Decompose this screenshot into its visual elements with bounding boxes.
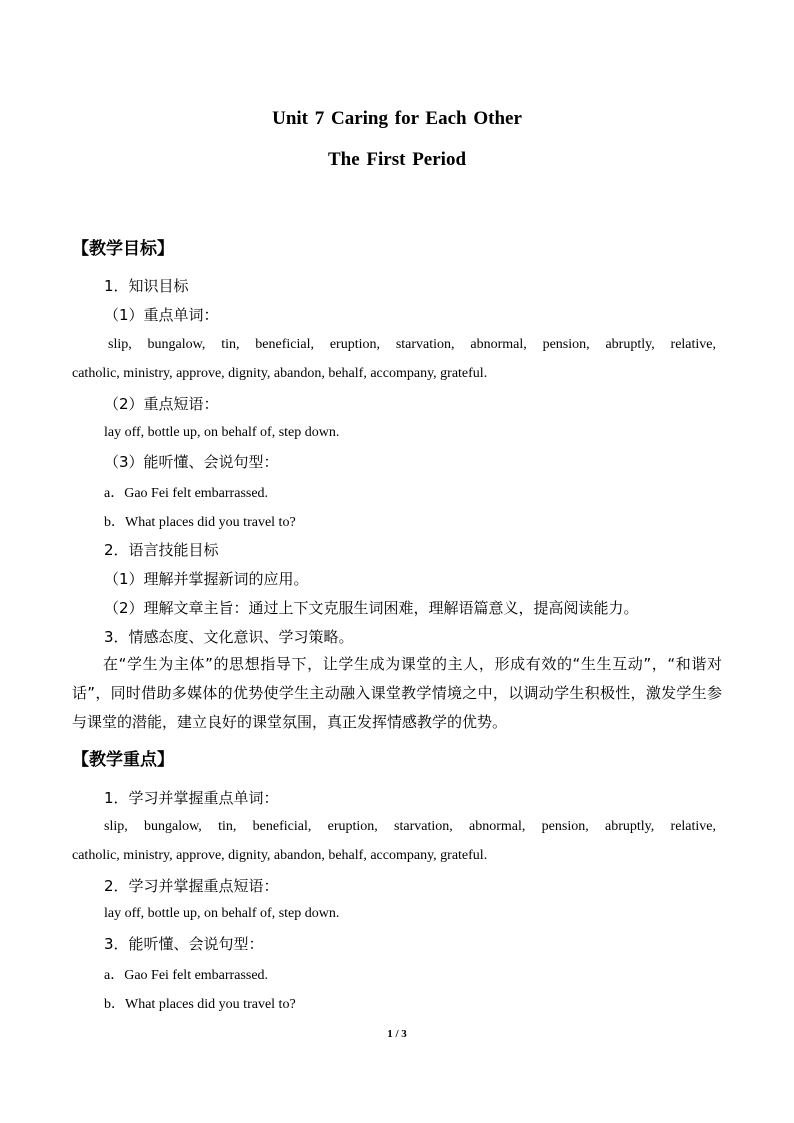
sentence-a: a．Gao Fei felt embarrassed. <box>104 486 269 501</box>
objective-item-2-sub-2: （2）理解文章主旨：通过上下文克服生词困难，理解语篇意义，提高阅读能力。 <box>104 599 639 617</box>
objective-item-2: 2．语言技能目标 <box>104 541 219 559</box>
key-words-line-1: slip, bungalow, tin, beneficial, eruption, starvation, abnormal, pension, abruptly, relative, <box>108 337 716 352</box>
key-phrases: lay off, bottle up, on behalf of, step down. <box>104 425 340 440</box>
objective-sub-3: （3）能听懂、会说句型： <box>104 453 279 471</box>
key-point-sentence-b: b．What places did you travel to? <box>104 997 296 1012</box>
key-point-item-1: 1．学习并掌握重点单词： <box>104 789 279 807</box>
objective-sub-1: （1）重点单词： <box>104 306 219 324</box>
objective-item-2-sub-1: （1）理解并掌握新词的应用。 <box>104 570 309 588</box>
section-heading-objectives: 【教学目标】 <box>72 239 174 259</box>
sentence-b: b．What places did you travel to? <box>104 515 296 530</box>
key-point-item-2: 2．学习并掌握重点短语： <box>104 877 279 895</box>
document-subtitle: The First Period <box>327 149 467 170</box>
key-point-words-line-1: slip, bungalow, tin, beneficial, eruption, starvation, abnormal, pension, abruptly, relative, <box>104 819 716 834</box>
objective-item-1: 1．知识目标 <box>104 277 189 295</box>
key-point-phrases: lay off, bottle up, on behalf of, step down. <box>104 906 340 921</box>
document-title: Unit 7 Caring for Each Other <box>272 108 522 129</box>
section-heading-key-points: 【教学重点】 <box>72 750 174 770</box>
key-words-line-2: catholic, ministry, approve, dignity, abandon, behalf, accompany, grateful. <box>72 366 488 381</box>
affective-paragraph: 在“学生为主体”的思想指导下，让学生成为课堂的主人，形成有效的“生生互动”，“和谐对话”，同时借助多媒体的优势使学生主动融入课堂教学情境之中，以调动学生积极性，激发学生参与课堂的潜能，建立良好的课堂氛围，真正发挥情感教学的优势。 <box>72 655 722 731</box>
key-point-sentence-a: a．Gao Fei felt embarrassed. <box>104 968 269 983</box>
key-point-item-3: 3．能听懂、会说句型： <box>104 935 264 953</box>
page-number: 1 / 3 <box>387 1028 407 1040</box>
objective-sub-2: （2）重点短语： <box>104 395 219 413</box>
key-point-words-line-2: catholic, ministry, approve, dignity, abandon, behalf, accompany, grateful. <box>72 848 488 863</box>
objective-item-3: 3．情感态度、文化意识、学习策略。 <box>104 628 354 646</box>
